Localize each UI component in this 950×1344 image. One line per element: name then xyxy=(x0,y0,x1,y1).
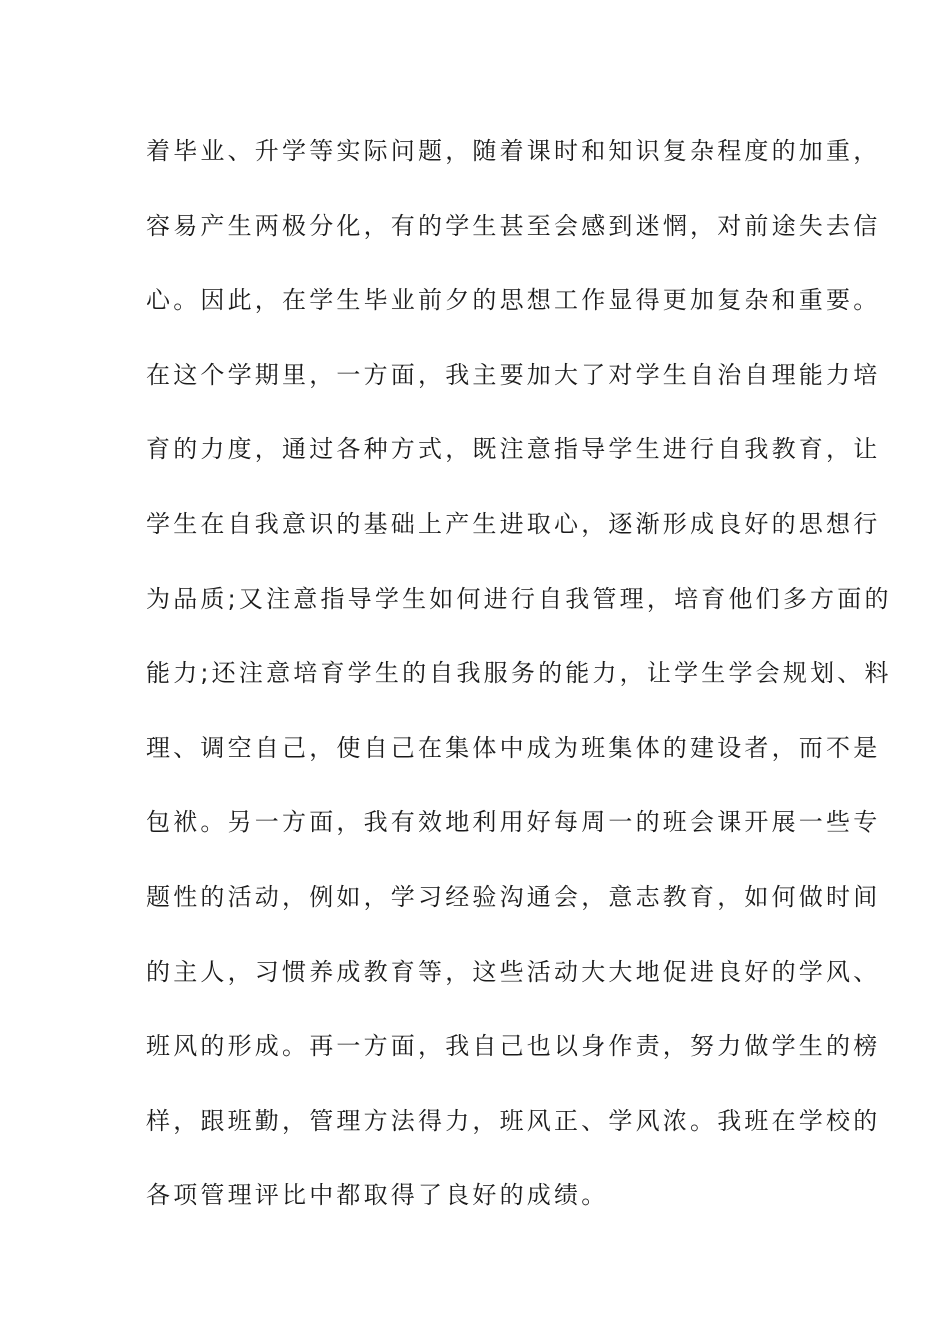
body-text xyxy=(146,126,892,1245)
text-line: 着毕业、升学等实际问题，随着课时和知识复杂程度的加重， xyxy=(146,137,881,165)
text-line: 在这个学期里，一方面，我主要加大了对学生自治自理能力培 xyxy=(146,360,881,389)
text-line: 育的力度，通过各种方式，既注意指导学生进行自我教育，让 xyxy=(146,435,881,464)
text-line: 学生在自我意识的基础上产生进取心，逐渐形成良好的思想行 xyxy=(146,509,881,538)
text-line: 的主人，习惯养成教育等，这些活动大大地促进良好的学风、 xyxy=(146,957,881,986)
text-line: 容易产生两极分化，有的学生甚至会感到迷惘，对前途失去信 xyxy=(146,211,881,240)
text-line: 为品质;又注意指导学生如何进行自我管理，培育他们多方面的 xyxy=(146,584,892,613)
text-line: 理、调空自己，使自己在集体中成为班集体的建设者，而不是 xyxy=(146,733,881,762)
text-line: 能力;还注意培育学生的自我服务的能力，让学生学会规划、料 xyxy=(146,659,892,688)
text-line: 心。因此，在学生毕业前夕的思想工作显得更加复杂和重要。 xyxy=(146,286,881,315)
text-line: 包袱。另一方面，我有效地利用好每周一的班会课开展一些专 xyxy=(146,808,881,837)
text-line: 样，跟班勤，管理方法得力，班风正、学风浓。我班在学校的 xyxy=(146,1106,881,1135)
text-line: 题性的活动，例如，学习经验沟通会，意志教育，如何做时间 xyxy=(146,882,881,911)
text-line: 班风的形成。再一方面，我自己也以身作责，努力做学生的榜 xyxy=(146,1032,881,1061)
text-line: 各项管理评比中都取得了良好的成绩。 xyxy=(146,1181,609,1210)
